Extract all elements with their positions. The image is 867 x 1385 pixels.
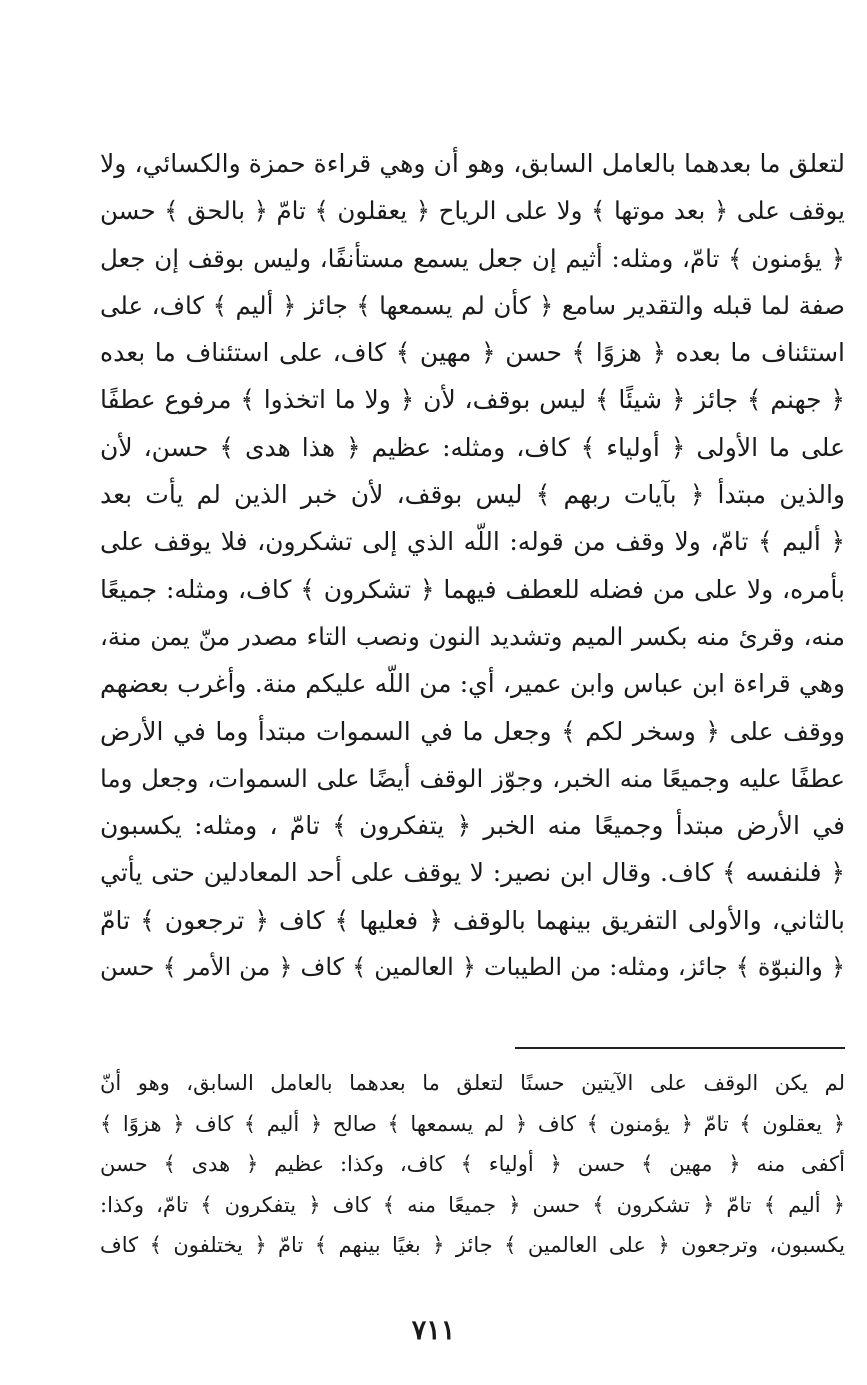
text-line: وهي قراءة ابن عباس وابن عمير، أي: من اللّه عليكم منة. وأغرب بعضهم <box>100 669 845 699</box>
footnote-divider <box>515 1047 845 1049</box>
footnote-line: أكفى منه ﴿ مهين ﴾ حسن ﴿ أولياء ﴾ كاف، وكذا: عظيم ﴿ هدى ﴾ حسن <box>100 1152 845 1177</box>
text-line: ووقف على ﴿ وسخر لكم ﴾ وجعل ما في السموات مبتدأ وما في الأرض <box>100 716 845 746</box>
footnote-line: ﴿ يعقلون ﴾ تامّ ﴿ يؤمنون ﴾ كاف ﴿ لم يسمعها ﴾ صالح ﴿ أليم ﴾ كاف ﴿ هزوًا ﴾ <box>100 1111 845 1136</box>
text-line: ﴿ فلنفسه ﴾ كاف. وقال ابن نصير: لا يوقف على أحد المعادلين حتى يأتي <box>100 858 845 888</box>
main-text-block <box>100 140 845 991</box>
footnote-line: يكسبون، وترجعون ﴿ على العالمين ﴾ جائز ﴿ بغيًا بينهم ﴾ تامّ ﴿ يختلفون ﴾ كاف <box>100 1233 845 1258</box>
text-line: والذين مبتدأ ﴿ بآيات ربهم ﴾ ليس بوقف، لأن خبر الذين لم يأت بعد <box>100 480 845 510</box>
text-line: يوقف على ﴿ بعد موتها ﴾ ولا على الرياح ﴿ يعقلون ﴾ تامّ ﴿ بالحق ﴾ حسن <box>100 196 845 226</box>
text-line: بأمره، ولا على من فضله للعطف فيهما ﴿ تشكرون ﴾ كاف، ومثله: جميعًا <box>100 574 845 604</box>
text-line: بالثاني، والأولى التفريق بينهما بالوقف ﴿ فعليها ﴾ كاف ﴿ ترجعون ﴾ تامّ <box>100 905 845 935</box>
text-line: على ما الأولى ﴿ أولياء ﴾ كاف، ومثله: عظيم ﴿ هذا هدى ﴾ حسن، لأن <box>100 432 845 462</box>
text-line: صفة لما قبله والتقدير سامع ﴿ كأن لم يسمعها ﴾ جائز ﴿ أليم ﴾ كاف، على <box>100 290 845 320</box>
text-line: عطفًا عليه وجميعًا منه الخبر، وجوّز الوقف أيضًا على السموات، وجعل وما <box>100 763 845 793</box>
page-number: ٧١١ <box>411 1315 456 1346</box>
text-line: منه، وقرئ منه بكسر الميم وتشديد النون ونصب التاء مصدر منّ يمن منة، <box>100 621 845 651</box>
text-line: ﴿ والنبوّة ﴾ جائز، ومثله: من الطيبات ﴿ العالمين ﴾ كاف ﴿ من الأمر ﴾ حسن <box>100 953 845 982</box>
footnote-block <box>100 1063 845 1266</box>
footnote-line: لم يكن الوقف على الآيتين حسنًا لتعلق ما بعدهما بالعامل السابق، وهو أنّ <box>100 1071 845 1095</box>
text-line: ﴿ جهنم ﴾ جائز ﴿ شيئًا ﴾ ليس بوقف، لأن ﴿ ولا ما اتخذوا ﴾ مرفوع عطفًا <box>100 385 845 415</box>
text-line: ﴿ يؤمنون ﴾ تامّ، ومثله: أثيم إن جعل يسمع مستأنفًا، وليس بوقف إن جعل <box>100 243 845 273</box>
text-line: في الأرض مبتدأ وجميعًا منه الخبر ﴿ يتفكرون ﴾ تامّ ، ومثله: يكسبون <box>100 811 845 841</box>
footnote-line: ﴿ أليم ﴾ تامّ ﴿ تشكرون ﴾ حسن ﴿ جميعًا منه ﴾ كاف ﴿ يتفكرون ﴾ تامّ، وكذا: <box>100 1192 845 1217</box>
text-line: ﴿ أليم ﴾ تامّ، ولا وقف من قوله: اللّه الذي إلى تشكرون، فلا يوقف على <box>100 527 845 557</box>
text-line: لتعلق ما بعدهما بالعامل السابق، وهو أن وهي قراءة حمزة والكسائي، ولا <box>100 149 845 178</box>
text-line: استئناف ما بعده ﴿ هزوًا ﴾ حسن ﴿ مهين ﴾ كاف، على استئناف ما بعده <box>100 338 845 368</box>
